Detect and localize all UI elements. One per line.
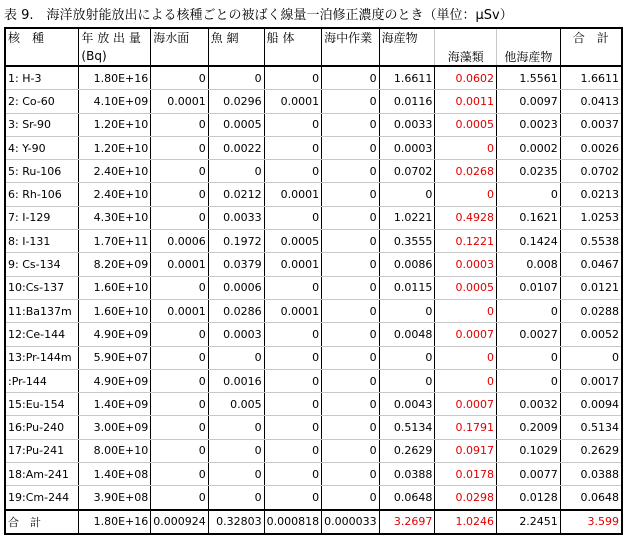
table-row — [5, 113, 622, 136]
cell-seafood: 0.0702 — [379, 160, 435, 183]
cell-nuclide: 11:Ba137m — [5, 299, 79, 322]
table-row — [5, 393, 622, 416]
cell-seawater: 0 — [151, 113, 209, 136]
cell-total: 0.0648 — [560, 486, 622, 510]
cell-underwater: 0 — [322, 113, 380, 136]
total-hull: 0.000818 — [264, 510, 322, 534]
cell-nuclide: 9: Cs-134 — [5, 253, 79, 276]
cell-seawater: 0.0001 — [151, 299, 209, 322]
cell-fishing-net: 0 — [208, 346, 264, 369]
cell-seawater: 0 — [151, 160, 209, 183]
table-row — [5, 323, 622, 346]
cell-hull: 0.0001 — [264, 90, 322, 113]
table-row — [5, 206, 622, 229]
cell-seafood: 0.0648 — [379, 486, 435, 510]
cell-underwater: 0 — [322, 346, 380, 369]
dose-table — [4, 27, 623, 535]
cell-fishing-net: 0.0212 — [208, 183, 264, 206]
cell-seawater: 0.0001 — [151, 253, 209, 276]
cell-seaweed: 0.0178 — [435, 463, 497, 486]
cell-total: 0.0052 — [560, 323, 622, 346]
cell-seawater: 0 — [151, 416, 209, 439]
cell-release: 2.40E+10 — [79, 183, 151, 206]
cell-total: 0.0467 — [560, 253, 622, 276]
cell-nuclide: 1: H-3 — [5, 66, 79, 90]
cell-nuclide: 4: Y-90 — [5, 136, 79, 159]
cell-total: 0.0026 — [560, 136, 622, 159]
cell-total: 0 — [560, 346, 622, 369]
cell-hull: 0 — [264, 393, 322, 416]
cell-hull: 0 — [264, 439, 322, 462]
cell-total: 0.0037 — [560, 113, 622, 136]
table-row — [5, 90, 622, 113]
header-hull-cont — [264, 47, 322, 66]
cell-other-seafood: 0 — [497, 346, 561, 369]
cell-underwater: 0 — [322, 66, 380, 90]
cell-total: 1.0253 — [560, 206, 622, 229]
cell-seaweed: 0 — [435, 369, 497, 392]
cell-seawater: 0 — [151, 393, 209, 416]
cell-other-seafood: 0.1029 — [497, 439, 561, 462]
cell-nuclide: 12:Ce-144 — [5, 323, 79, 346]
cell-other-seafood: 0 — [497, 369, 561, 392]
table-row — [5, 66, 622, 90]
cell-seafood: 0 — [379, 369, 435, 392]
cell-underwater: 0 — [322, 160, 380, 183]
header-total: 合 計 — [560, 28, 622, 47]
header-underwater: 海中作業 — [322, 28, 380, 47]
cell-hull: 0 — [264, 369, 322, 392]
cell-release: 5.90E+07 — [79, 346, 151, 369]
cell-other-seafood: 0 — [497, 183, 561, 206]
cell-other-seafood: 0.0077 — [497, 463, 561, 486]
cell-seafood: 0 — [379, 183, 435, 206]
cell-hull: 0.0001 — [264, 183, 322, 206]
cell-fishing-net: 0.0005 — [208, 113, 264, 136]
cell-hull: 0.0001 — [264, 253, 322, 276]
cell-fishing-net: 0.0016 — [208, 369, 264, 392]
cell-hull: 0 — [264, 136, 322, 159]
table-row — [5, 299, 622, 322]
cell-seafood: 0.0115 — [379, 276, 435, 299]
cell-hull: 0 — [264, 276, 322, 299]
header-row-1 — [5, 28, 622, 47]
cell-nuclide: 5: Ru-106 — [5, 160, 79, 183]
cell-seafood: 0.5134 — [379, 416, 435, 439]
cell-hull: 0.0001 — [264, 299, 322, 322]
cell-fishing-net: 0.0003 — [208, 323, 264, 346]
header-fishing-net: 魚 網 — [208, 28, 264, 47]
cell-total: 0.0017 — [560, 369, 622, 392]
header-other-seafood: 他海産物 — [497, 47, 561, 66]
cell-seafood: 0.0086 — [379, 253, 435, 276]
header-blank-a — [435, 28, 497, 47]
cell-other-seafood: 0.0107 — [497, 276, 561, 299]
cell-seafood: 0.0116 — [379, 90, 435, 113]
cell-underwater: 0 — [322, 136, 380, 159]
header-seawater: 海水面 — [151, 28, 209, 47]
cell-nuclide: 19:Cm-244 — [5, 486, 79, 510]
cell-release: 1.40E+09 — [79, 393, 151, 416]
cell-release: 4.90E+09 — [79, 323, 151, 346]
cell-release: 4.10E+09 — [79, 90, 151, 113]
table-row — [5, 439, 622, 462]
total-release: 1.80E+16 — [79, 510, 151, 534]
cell-seawater: 0 — [151, 323, 209, 346]
cell-hull: 0 — [264, 323, 322, 346]
total-total: 3.599 — [560, 510, 622, 534]
header-release-unit: (Bq) — [79, 47, 151, 66]
cell-hull: 0 — [264, 463, 322, 486]
cell-seafood: 0.3555 — [379, 230, 435, 253]
cell-hull: 0 — [264, 206, 322, 229]
cell-release: 8.00E+10 — [79, 439, 151, 462]
cell-seaweed: 0.0298 — [435, 486, 497, 510]
cell-seafood: 0.0033 — [379, 113, 435, 136]
total-label: 合 計 — [5, 510, 79, 534]
cell-seawater: 0 — [151, 439, 209, 462]
cell-total: 0.5134 — [560, 416, 622, 439]
cell-underwater: 0 — [322, 230, 380, 253]
table-row — [5, 276, 622, 299]
cell-nuclide: 15:Eu-154 — [5, 393, 79, 416]
total-row — [5, 510, 622, 534]
cell-seafood: 1.6611 — [379, 66, 435, 90]
total-fishing-net: 0.32803 — [208, 510, 264, 534]
table-row — [5, 416, 622, 439]
total-seafood: 3.2697 — [379, 510, 435, 534]
cell-underwater: 0 — [322, 323, 380, 346]
cell-release: 4.90E+09 — [79, 369, 151, 392]
cell-seawater: 0 — [151, 206, 209, 229]
cell-fishing-net: 0 — [208, 463, 264, 486]
cell-seawater: 0 — [151, 369, 209, 392]
cell-fishing-net: 0.0379 — [208, 253, 264, 276]
cell-nuclide: 18:Am-241 — [5, 463, 79, 486]
cell-seafood: 0.0048 — [379, 323, 435, 346]
total-underwater: 0.000033 — [322, 510, 380, 534]
cell-other-seafood: 0.1621 — [497, 206, 561, 229]
cell-seafood: 0 — [379, 299, 435, 322]
cell-release: 2.40E+10 — [79, 160, 151, 183]
cell-release: 1.70E+11 — [79, 230, 151, 253]
cell-nuclide: 3: Sr-90 — [5, 113, 79, 136]
header-total-cont — [560, 47, 622, 66]
cell-release: 3.00E+09 — [79, 416, 151, 439]
cell-hull: 0 — [264, 160, 322, 183]
total-seaweed: 1.0246 — [435, 510, 497, 534]
cell-total: 0.0121 — [560, 276, 622, 299]
cell-hull: 0.0005 — [264, 230, 322, 253]
cell-fishing-net: 0.0006 — [208, 276, 264, 299]
cell-release: 8.20E+09 — [79, 253, 151, 276]
cell-total: 0.0094 — [560, 393, 622, 416]
cell-underwater: 0 — [322, 276, 380, 299]
cell-nuclide: 7: I-129 — [5, 206, 79, 229]
cell-seawater: 0 — [151, 66, 209, 90]
cell-underwater: 0 — [322, 439, 380, 462]
cell-release: 1.60E+10 — [79, 299, 151, 322]
cell-fishing-net: 0.0022 — [208, 136, 264, 159]
cell-underwater: 0 — [322, 253, 380, 276]
cell-fishing-net: 0.005 — [208, 393, 264, 416]
cell-other-seafood: 0.1424 — [497, 230, 561, 253]
cell-seawater: 0 — [151, 183, 209, 206]
table-row — [5, 253, 622, 276]
cell-nuclide: 13:Pr-144m — [5, 346, 79, 369]
cell-seawater: 0 — [151, 463, 209, 486]
cell-fishing-net: 0 — [208, 439, 264, 462]
cell-total: 0.0388 — [560, 463, 622, 486]
cell-fishing-net: 0.0296 — [208, 90, 264, 113]
cell-hull: 0 — [264, 113, 322, 136]
header-release: 年 放 出 量 — [79, 28, 151, 47]
cell-seaweed: 0.0005 — [435, 276, 497, 299]
cell-total: 0.0702 — [560, 160, 622, 183]
table-row — [5, 160, 622, 183]
cell-seafood: 1.0221 — [379, 206, 435, 229]
header-seawater-cont — [151, 47, 209, 66]
table-row — [5, 486, 622, 510]
total-other-seafood: 2.2451 — [497, 510, 561, 534]
cell-other-seafood: 0.2009 — [497, 416, 561, 439]
table-row — [5, 183, 622, 206]
cell-release: 1.20E+10 — [79, 136, 151, 159]
cell-other-seafood: 0.0023 — [497, 113, 561, 136]
cell-release: 3.90E+08 — [79, 486, 151, 510]
cell-hull: 0 — [264, 486, 322, 510]
cell-other-seafood: 1.5561 — [497, 66, 561, 90]
cell-fishing-net: 0 — [208, 160, 264, 183]
cell-underwater: 0 — [322, 393, 380, 416]
cell-total: 1.6611 — [560, 66, 622, 90]
cell-fishing-net: 0 — [208, 66, 264, 90]
cell-other-seafood: 0.0027 — [497, 323, 561, 346]
header-row-2 — [5, 47, 622, 66]
cell-other-seafood: 0.0128 — [497, 486, 561, 510]
cell-underwater: 0 — [322, 206, 380, 229]
cell-total: 0.0213 — [560, 183, 622, 206]
cell-total: 0.5538 — [560, 230, 622, 253]
cell-underwater: 0 — [322, 463, 380, 486]
cell-seafood: 0.0388 — [379, 463, 435, 486]
cell-other-seafood: 0.0235 — [497, 160, 561, 183]
cell-nuclide: 8: I-131 — [5, 230, 79, 253]
cell-seaweed: 0.0011 — [435, 90, 497, 113]
cell-seafood: 0.0043 — [379, 393, 435, 416]
header-nuclide-cont — [5, 47, 79, 66]
cell-seaweed: 0.0917 — [435, 439, 497, 462]
cell-nuclide: 17:Pu-241 — [5, 439, 79, 462]
cell-underwater: 0 — [322, 90, 380, 113]
cell-seaweed: 0 — [435, 346, 497, 369]
cell-seafood: 0.2629 — [379, 439, 435, 462]
cell-fishing-net: 0 — [208, 486, 264, 510]
header-seaweed: 海藻類 — [435, 47, 497, 66]
header-net-cont — [208, 47, 264, 66]
cell-nuclide: 16:Pu-240 — [5, 416, 79, 439]
cell-other-seafood: 0.0002 — [497, 136, 561, 159]
header-nuclide: 核 種 — [5, 28, 79, 47]
cell-hull: 0 — [264, 416, 322, 439]
cell-seaweed: 0.1221 — [435, 230, 497, 253]
cell-seafood: 0 — [379, 346, 435, 369]
cell-nuclide: 10:Cs-137 — [5, 276, 79, 299]
cell-other-seafood: 0.008 — [497, 253, 561, 276]
cell-fishing-net: 0.0286 — [208, 299, 264, 322]
cell-seaweed: 0 — [435, 299, 497, 322]
cell-release: 1.40E+08 — [79, 463, 151, 486]
cell-other-seafood: 0.0032 — [497, 393, 561, 416]
cell-seaweed: 0.0003 — [435, 253, 497, 276]
cell-underwater: 0 — [322, 183, 380, 206]
cell-underwater: 0 — [322, 486, 380, 510]
cell-total: 0.0288 — [560, 299, 622, 322]
cell-seaweed: 0.0005 — [435, 113, 497, 136]
cell-seaweed: 0.0268 — [435, 160, 497, 183]
table-row — [5, 463, 622, 486]
cell-nuclide: 6: Rh-106 — [5, 183, 79, 206]
cell-seawater: 0 — [151, 346, 209, 369]
cell-seawater: 0 — [151, 486, 209, 510]
cell-release: 1.20E+10 — [79, 113, 151, 136]
table-row — [5, 346, 622, 369]
cell-seaweed: 0 — [435, 183, 497, 206]
cell-seaweed: 0.0007 — [435, 393, 497, 416]
table-title: 表 9. 海洋放射能放出による核種ごとの被ばく線量一泊修正濃度のとき（単位：μSv） — [4, 8, 513, 23]
cell-fishing-net: 0.1972 — [208, 230, 264, 253]
cell-seaweed: 0.0602 — [435, 66, 497, 90]
cell-underwater: 0 — [322, 369, 380, 392]
cell-release: 1.80E+16 — [79, 66, 151, 90]
cell-release: 1.60E+10 — [79, 276, 151, 299]
cell-hull: 0 — [264, 346, 322, 369]
cell-seawater: 0.0001 — [151, 90, 209, 113]
cell-underwater: 0 — [322, 416, 380, 439]
cell-hull: 0 — [264, 66, 322, 90]
cell-release: 4.30E+10 — [79, 206, 151, 229]
cell-seaweed: 0.1791 — [435, 416, 497, 439]
header-underwater-cont — [322, 47, 380, 66]
cell-fishing-net: 0.0033 — [208, 206, 264, 229]
table-row — [5, 136, 622, 159]
cell-total: 0.0413 — [560, 90, 622, 113]
cell-seawater: 0 — [151, 276, 209, 299]
cell-fishing-net: 0 — [208, 416, 264, 439]
header-seafood: 海産物 — [379, 28, 435, 47]
total-seawater: 0.000924 — [151, 510, 209, 534]
cell-seafood: 0.0003 — [379, 136, 435, 159]
cell-total: 0.2629 — [560, 439, 622, 462]
cell-seawater: 0 — [151, 136, 209, 159]
table-row — [5, 230, 622, 253]
cell-other-seafood: 0 — [497, 299, 561, 322]
table-row — [5, 369, 622, 392]
cell-seaweed: 0.4928 — [435, 206, 497, 229]
cell-nuclide: 2: Co-60 — [5, 90, 79, 113]
cell-seaweed: 0 — [435, 136, 497, 159]
cell-nuclide: :Pr-144 — [5, 369, 79, 392]
header-seafood-cont — [379, 47, 435, 66]
cell-seawater: 0.0006 — [151, 230, 209, 253]
header-blank-b — [497, 28, 561, 47]
header-hull: 船 体 — [264, 28, 322, 47]
cell-underwater: 0 — [322, 299, 380, 322]
cell-seaweed: 0.0007 — [435, 323, 497, 346]
cell-other-seafood: 0.0097 — [497, 90, 561, 113]
